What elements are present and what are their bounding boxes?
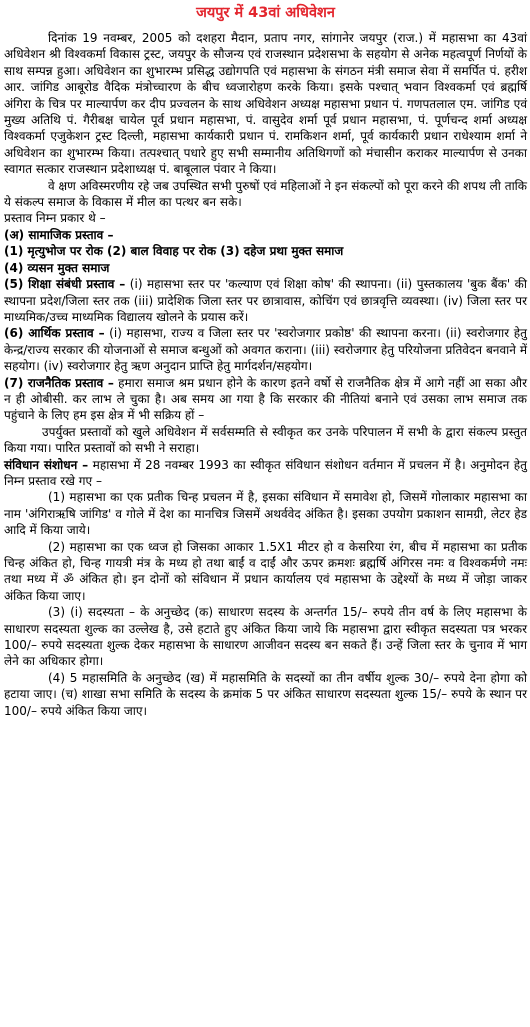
political-text: हमारा समाज श्रम प्रधान होने के कारण इतने वर्षो से राजनैतिक क्षेत्र में आगे नहीं आ सका और न ही ओबीसी. कर लाभ ले चुका है। अब समय आ गया है कि सरकार की नीतियां बनाने एवं उसका लाभ समाज तक पहुंचाने के लिए हम इस क्षेत्र में भी सक्रिय हों – <box>4 375 527 423</box>
social-items-line-2: (4) व्यसन मुक्त समाज <box>4 260 110 275</box>
amendment-paragraph <box>4 457 527 490</box>
proposal-intro: प्रस्ताव निम्न प्रकार थे – <box>4 211 106 226</box>
clause-3: (3) (i) सदस्यता – के अनुच्छेद (क) साधारण सदस्य के अन्तर्गत 15/– रुपये तीन वर्ष के लिए महासभा के साधारण सदस्यता शुल्क का उल्लेख है, उसे हटाते हुए अंकित किया जाये कि महासभा द्वारा स्वीकृत सदस्यता पत्र भरकर 100/– रुपये सदस्यता शुल्क देकर महासभा के साधारण आजीवन सदस्य बन सकते हैं। उन्हें जिला स्तर के चुनाव में भाग लेने का अधिकार होगा। <box>4 605 527 669</box>
economic-proposal <box>4 325 527 374</box>
resolution-paragraph: उपर्युक्त प्रस्तावों को खुले अधिवेशन में सर्वसम्मति से स्वीकृत कर उनके परिपालन में सभी के द्वारा संकल्प प्रस्तुत किया गया। पारित प्रस्तावों को सभी ने सराहा। <box>4 424 527 456</box>
social-heading: (अ) सामाजिक प्रस्ताव – <box>4 227 114 242</box>
economic-label: (6) आर्थिक प्रस्ताव – <box>4 326 105 341</box>
education-label: (5) शिक्षा संबंधी प्रस्ताव – <box>4 277 126 292</box>
amendment-label: संविधान संशोधन – <box>4 457 89 472</box>
page-title: जयपुर में 43वां अधिवेशन <box>196 5 335 21</box>
clause-4: (4) 5 महासमिति के अनुच्छेद (ख) में महासमिति के सदस्यों का तीन वर्षीय शुल्क 30/– रुपये देना होगा को हटाया जाए। (च) शाखा सभा समिति के सदस्य के क्रमांक 5 पर अंकित साधारण सदस्यता शुल्क 15/– रुपये के स्थान पर 100/– रुपये अंकित किया जाए। <box>4 670 527 718</box>
education-proposal <box>4 276 527 325</box>
clause-2: (2) महासभा का एक ध्वज हो जिसका आकार 1.5X1 मीटर हो व केसरिया रंग, बीच में महासभा का प्रतीक चिन्ह अंकित हो, चिन्ह गायत्री मंत्र के मध्य हो तथा बाईं व दाईं और ऊपर क्रमशः ब्रह्मर्षि अंगिरस नमः व विश्वकर्मणे नमः तथा मध्य में ॐ अंकित हो। इन दोनों को संविधान में प्रधान कार्यालय एवं महासभा के उद्देश्यों के मध्य में जोड़ा जाकर अंकित किया जाए। <box>4 539 527 603</box>
intro-paragraph: दिनांक 19 नवम्बर, 2005 को दशहरा मैदान, प्रताप नगर, सांगानेर जयपुर (राज.) में महासभा का 43वां अधिवेशन श्री विश्वकर्मा विकास ट्रस्ट, जयपुर के सौजन्य एवं राजस्थान प्रदेशसभा के सहयोग से अनेक महत्वपूर्ण निर्णयों के साथ सम्पन्न हुआ। अधिवेशन का शुभारम्भ प्रसिद्ध उद्योगपति एवं महासभा के संगठन मंत्री समाज सेवा में समर्पित पं. हरीश आर. जांगिड आबूरोड वैदिक मंत्रोच्चारण के बीच ध्वजारोहण करके किया। इसके पश्चात् भवान विश्वकर्मा एवं ब्रह्मर्षि अंगिरा के चित्र पर माल्यार्पण कर दीप प्रज्वलन के साथ अधिवेशन अध्यक्ष महासभा प्रधान पं. गणपतलाल एम. जांगिड एवं मुख्य अतिथि पं. गैरीबक्ष चायेल पूर्व प्रधान महासभा, पं. वासुदेव शर्मा पूर्व प्रधान महासभा, पं. पूर्णचन्द शर्मा अध्यक्ष विश्वकर्मा एजुकेशन ट्रस्ट दिल्ली, महासभा कार्यकारी प्रधान पं. रामकिशन शर्मा, पूर्व कार्यकारी प्रधान राधेश्याम शर्मा ने अधिवेशन का शुभारम्भ किया। तत्पश्चात् पधारे हुए सभी सम्मानीय अतिथिगणों को मंचासीन कराकर माल्यार्पण से उनका स्वागत सत्कार राजस्थान प्रदेशाध्यक्ष पं. बाबूलाल पंवार ने किया। <box>4 31 527 177</box>
economic-text: (i) महासभा, राज्य व जिला स्तर पर 'स्वरोजगार प्रकोष्ठ' की स्थापना करना। (ii) स्वरोजगार हेतु केन्द्र/राज्य सरकार की योजनाओं से समाज बन्धुओं को अवगत कराना। (iii) स्वरोजगार हेतु परियोजना प्रतिवेदन बनवाने में सहयोग। (iv) स्वरोजगार हेतु ऋण अनुदान प्राप्ति हेतु मार्गदर्शन/सहयोग। <box>4 326 527 374</box>
political-proposal <box>4 375 527 424</box>
education-text: (i) महासभा स्तर पर 'कल्याण एवं शिक्षा कोष' की स्थापना। (ii) पुस्तकालय 'बुक बैंक' की स्थापना प्रदेश/जिला स्तर तक (iii) प्रादेशिक जिला स्तर पर छात्रावास, कोचिंग एवं छात्रवृत्ति व्यवस्था। (iv) जिला स्तर पर माध्यमिक/उच्च माध्यमिक विद्यालय खोलने के प्रयास करें। <box>4 277 528 324</box>
amendment-text: महासभा में 28 नवम्बर 1993 का स्वीकृत संविधान संशोधन वर्तमान में प्रचलन में है। अनुमोदन हेतु निम्न प्रस्ताव रखे गए – <box>4 457 527 488</box>
social-items-line-1: (1) मृत्युभोज पर रोक (2) बाल विवाह पर रोक (3) दहेज प्रथा मुक्त समाज <box>4 244 344 259</box>
clause-1: (1) महासभा का एक प्रतीक चिन्ह प्रचलन में है, इसका संविधान में समावेश हो, जिसमें गोलाकार महासभा का नाम 'अंगिराऋषि जांगिड' व गोले में देश का मानचित्र जिसमें अथर्ववेद अंकित है। इसका उपयोग प्रकाशन सामग्री, लेटर हेड आदि में किया जाये। <box>4 490 527 538</box>
political-label: (7) राजनैतिक प्रस्ताव – <box>4 375 114 390</box>
oath-paragraph: वे क्षण अविस्मरणीय रहे जब उपस्थित सभी पुरुषों एवं महिलाओं ने इन संकल्पों को पूरा करने की शपथ ली ताकि ये संकल्प समाज के विकास में मील का पत्थर बन सके। <box>4 178 527 210</box>
